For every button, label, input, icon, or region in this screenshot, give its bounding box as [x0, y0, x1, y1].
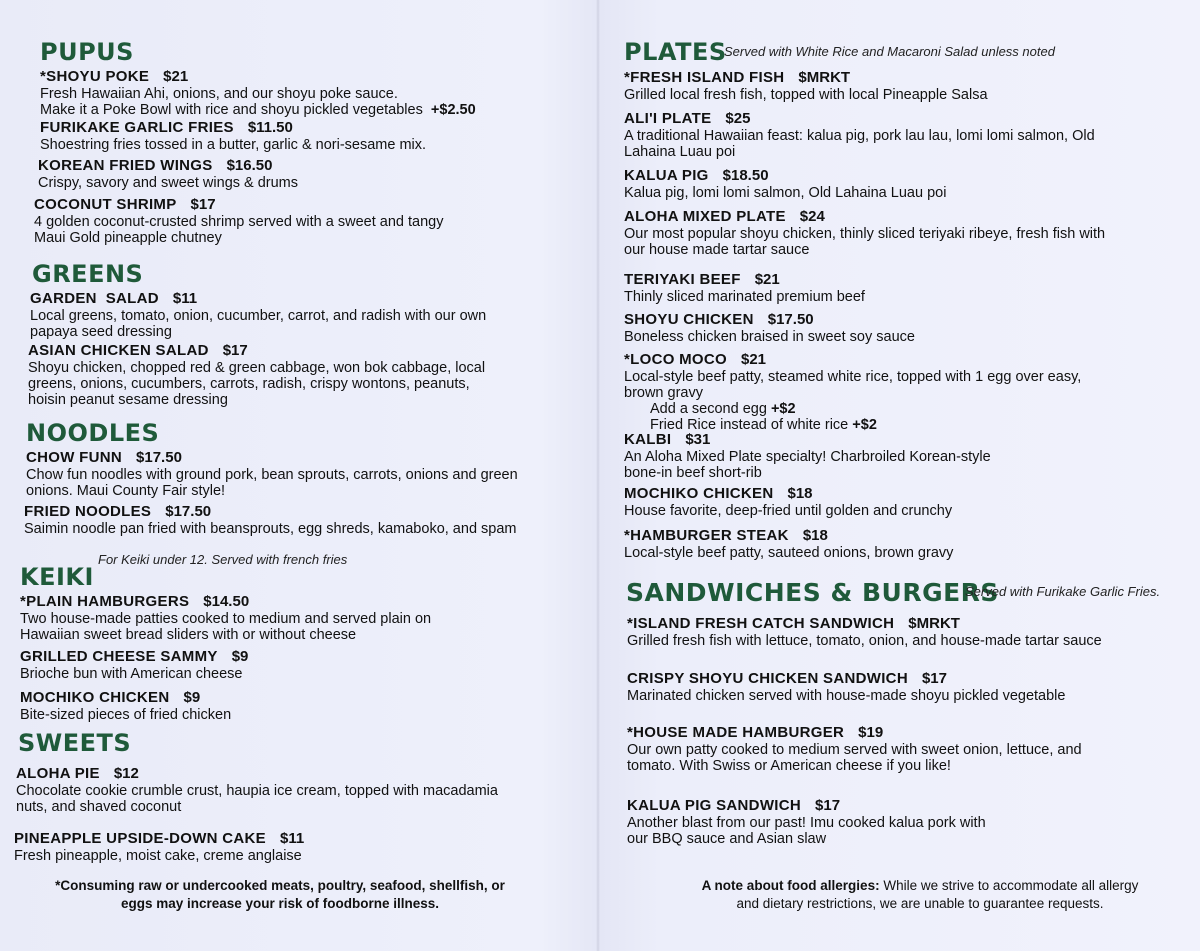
- menu-item-kalua-pig: [624, 167, 946, 201]
- menu-item-plain-hamburgers: [20, 593, 431, 643]
- item-desc: Fresh Hawaiian Ahi, onions, and our shoyu poke sauce.: [40, 86, 398, 102]
- item-price: $17: [222, 342, 248, 359]
- item-name: SHOYU CHICKEN: [624, 311, 754, 328]
- item-desc: Brioche bun with American cheese: [20, 666, 243, 682]
- menu-item-teriyaki-beef: [624, 271, 865, 305]
- item-price: $9: [183, 689, 201, 706]
- item-name: MOCHIKO CHICKEN: [624, 485, 774, 502]
- item-desc: Our most popular shoyu chicken, thinly sliced teriyaki ribeye, fresh fish with: [624, 226, 1106, 242]
- item-desc: Marinated chicken served with house-made shoyu pickled vegetable: [627, 688, 1066, 704]
- item-name: *ISLAND FRESH CATCH SANDWICH: [627, 615, 895, 632]
- section-title-noodles: NOODLES: [26, 419, 160, 447]
- section-title-pupus: PUPUS: [40, 38, 134, 66]
- menu-item-fresh-island-fish: [624, 69, 988, 103]
- item-name: KOREAN FRIED WINGS: [38, 157, 213, 174]
- item-desc-line2: brown gravy: [624, 385, 703, 401]
- item-price: $17.50: [136, 449, 182, 466]
- item-price: $12: [113, 765, 139, 782]
- menu-item-loco-moco: [624, 351, 1081, 433]
- menu-item-mochiko-chicken: [624, 485, 952, 519]
- item-name: KALBI: [624, 431, 672, 448]
- item-desc: Our own patty cooked to medium served with sweet onion, lettuce, and: [627, 742, 1082, 758]
- section-title-plates: PLATES: [624, 38, 727, 66]
- item-name: GARDEN SALAD: [30, 290, 159, 307]
- menu-item-coconut-shrimp: [34, 196, 443, 246]
- item-addon-price: +$2.50: [430, 102, 476, 118]
- item-price: $17.50: [165, 503, 212, 520]
- item-name: FRIED NOODLES: [24, 503, 152, 520]
- item-desc: House favorite, deep-fried until golden and crunchy: [624, 503, 953, 519]
- item-name: CHOW FUNN: [26, 449, 123, 466]
- menu-item-aloha-mixed-plate: [624, 208, 1105, 258]
- item-price: $MRKT: [908, 615, 960, 632]
- plates-note: Served with White Rice and Macaroni Salad unless noted: [724, 44, 1055, 59]
- item-name: *PLAIN HAMBURGERS: [20, 593, 190, 610]
- item-desc: Chocolate cookie crumble crust, haupia ice cream, topped with macadamia: [16, 783, 498, 799]
- item-name: FURIKAKE GARLIC FRIES: [40, 119, 234, 136]
- item-desc: Crispy, savory and sweet wings & drums: [38, 175, 299, 191]
- menu-item-island-fresh-catch-sandwich: [627, 615, 1102, 649]
- item-price: $21: [163, 68, 189, 85]
- item-price: $11.50: [247, 119, 293, 136]
- item-name: ASIAN CHICKEN SALAD: [28, 342, 209, 359]
- item-name: *SHOYU POKE: [40, 68, 150, 85]
- menu-item-keiki-mochiko-chicken: [20, 689, 231, 723]
- item-name: TERIYAKI BEEF: [624, 271, 741, 288]
- item-desc: Grilled local fresh fish, topped with local Pineapple Salsa: [624, 87, 988, 103]
- item-desc: Boneless chicken braised in sweet soy sauce: [624, 329, 915, 345]
- allergy-line2: and dietary restrictions, we are unable to guarantee requests.: [736, 896, 1104, 911]
- raw-food-footnote: [20, 877, 540, 913]
- menu-item-shoyu-chicken: [624, 311, 915, 345]
- item-desc: Shoestring fries tossed in a butter, garlic & nori-sesame mix.: [40, 137, 427, 153]
- menu-item-aloha-pie: [16, 765, 498, 815]
- item-price: $19: [858, 724, 884, 741]
- allergy-text: While we strive to accommodate all allergy: [879, 878, 1139, 893]
- item-desc-line2: Lahaina Luau poi: [624, 144, 736, 160]
- section-title-keiki: KEIKI: [20, 563, 94, 591]
- item-name: KALUA PIG: [624, 167, 709, 184]
- item-desc: Local greens, tomato, onion, cucumber, carrot, and radish with our own: [30, 308, 487, 324]
- sandwiches-note: Served with Furikake Garlic Fries.: [965, 584, 1161, 599]
- item-price: $11: [172, 290, 198, 307]
- item-price: $9: [231, 648, 249, 665]
- menu-item-alii-plate: [624, 110, 1095, 160]
- footnote-line2: eggs may increase your risk of foodborne illness.: [120, 896, 440, 911]
- item-desc-line3: hoisin peanut sesame dressing: [28, 392, 228, 408]
- item-desc: Two house-made patties cooked to medium and served plain on: [20, 611, 432, 627]
- page-fold: [596, 0, 600, 951]
- allergy-label: A note about food allergies:: [701, 878, 880, 893]
- item-desc: A traditional Hawaiian feast: kalua pig, pork lau lau, lomi lomi salmon, Old: [624, 128, 1095, 144]
- item-price: $16.50: [226, 157, 273, 174]
- item-desc-line2: nuts, and shaved coconut: [16, 799, 182, 815]
- addon-second-egg: Add a second egg: [650, 401, 767, 417]
- item-desc: Grilled fresh fish with lettuce, tomato, onion, and house-made tartar sauce: [627, 633, 1102, 649]
- menu-item-grilled-cheese-sammy: [20, 648, 248, 682]
- item-desc-line2: greens, onions, cucumbers, carrots, radish, crispy wontons, peanuts,: [28, 376, 470, 392]
- item-price: $17: [190, 196, 216, 213]
- menu-item-kalua-pig-sandwich: [627, 797, 986, 847]
- item-price: $24: [799, 208, 825, 225]
- menu-item-house-made-hamburger: [627, 724, 1082, 774]
- item-desc-line2: Hawaiian sweet bread sliders with or without cheese: [20, 627, 357, 643]
- item-price: $21: [754, 271, 780, 288]
- item-name: CRISPY SHOYU CHICKEN SANDWICH: [627, 670, 908, 687]
- item-desc: Another blast from our past! Imu cooked kalua pork with: [627, 815, 986, 831]
- item-price: $25: [725, 110, 751, 127]
- menu-item-hamburger-steak: [624, 527, 953, 561]
- menu-item-furikake-garlic-fries: [40, 119, 426, 153]
- item-desc-line2: Maui Gold pineapple chutney: [34, 230, 222, 246]
- item-desc-line2: our BBQ sauce and Asian slaw: [627, 831, 827, 847]
- item-desc: Thinly sliced marinated premium beef: [624, 289, 865, 305]
- item-price: $17: [815, 797, 841, 814]
- item-desc-line2: bone-in beef short-rib: [624, 465, 762, 481]
- menu-item-chow-funn: [26, 449, 518, 499]
- item-price: $14.50: [203, 593, 250, 610]
- item-name: KALUA PIG SANDWICH: [627, 797, 802, 814]
- item-price: $21: [741, 351, 767, 368]
- menu-item-asian-chicken-salad: [28, 342, 485, 408]
- item-price: $17.50: [767, 311, 814, 328]
- item-name: COCONUT SHRIMP: [34, 196, 177, 213]
- item-desc: Bite-sized pieces of fried chicken: [20, 707, 232, 723]
- item-desc: Saimin noodle pan fried with beansprouts, egg shreds, kamaboko, and spam: [24, 521, 517, 537]
- item-price: $MRKT: [798, 69, 851, 86]
- item-desc: Kalua pig, lomi lomi salmon, Old Lahaina Luau poi: [624, 185, 947, 201]
- item-name: PINEAPPLE UPSIDE-DOWN CAKE: [14, 830, 266, 847]
- item-name: ALOHA MIXED PLATE: [624, 208, 786, 225]
- menu-item-fried-noodles: [24, 503, 517, 537]
- item-name: GRILLED CHEESE SAMMY: [20, 648, 218, 665]
- item-desc-line2: onions. Maui County Fair style!: [26, 483, 226, 499]
- item-name: *LOCO MOCO: [624, 351, 727, 368]
- menu-item-kalbi: [624, 431, 991, 481]
- item-desc: Shoyu chicken, chopped red & green cabbage, won bok cabbage, local: [28, 360, 486, 376]
- item-price: $31: [685, 431, 711, 448]
- item-desc: Fresh pineapple, moist cake, creme anglaise: [14, 848, 302, 864]
- item-price: $11: [280, 830, 305, 847]
- menu-item-garden-salad: [30, 290, 486, 340]
- item-price: $18.50: [722, 167, 769, 184]
- item-desc-line2: papaya seed dressing: [30, 324, 172, 340]
- item-desc-line2: our house made tartar sauce: [624, 242, 810, 258]
- menu-item-crispy-shoyu-chicken-sandwich: [627, 670, 1065, 704]
- section-title-greens: GREENS: [32, 260, 144, 288]
- item-desc-line2: tomato. With Swiss or American cheese if you like!: [627, 758, 951, 774]
- item-name: ALOHA PIE: [16, 765, 100, 782]
- item-desc-line2: Make it a Poke Bowl with rice and shoyu pickled vegetables: [40, 102, 423, 118]
- addon-fried-rice: Fried Rice instead of white rice: [650, 417, 849, 433]
- keiki-note: For Keiki under 12. Served with french fries: [98, 552, 348, 567]
- item-desc: Local-style beef patty, steamed white rice, topped with 1 egg over easy,: [624, 369, 1082, 385]
- menu-item-pineapple-upside-down-cake: [14, 830, 304, 864]
- section-title-sweets: SWEETS: [18, 729, 132, 757]
- section-title-sandwiches: SANDWICHES & BURGERS: [626, 578, 999, 607]
- item-desc: 4 golden coconut-crusted shrimp served with a sweet and tangy: [34, 214, 444, 230]
- menu-item-korean-fried-wings: [38, 157, 298, 191]
- item-name: *HOUSE MADE HAMBURGER: [627, 724, 845, 741]
- menu-item-shoyu-poke: [40, 68, 476, 118]
- item-desc: An Aloha Mixed Plate specialty! Charbroiled Korean-style: [624, 449, 991, 465]
- addon-second-egg-price: +$2: [770, 401, 796, 417]
- item-name: MOCHIKO CHICKEN: [20, 689, 170, 706]
- allergy-note: [650, 877, 1190, 913]
- addon-fried-rice-price: +$2: [852, 417, 877, 433]
- item-desc: Local-style beef patty, sauteed onions, brown gravy: [624, 545, 954, 561]
- item-name: ALI'I PLATE: [624, 110, 712, 127]
- item-name: *HAMBURGER STEAK: [624, 527, 789, 544]
- item-price: $17: [921, 670, 947, 687]
- item-name: *FRESH ISLAND FISH: [624, 69, 785, 86]
- footnote-line1: *Consuming raw or undercooked meats, poultry, seafood, shellfish, or: [55, 878, 505, 893]
- item-price: $18: [802, 527, 828, 544]
- item-price: $18: [787, 485, 813, 502]
- item-desc: Chow fun noodles with ground pork, bean sprouts, carrots, onions and green: [26, 467, 518, 483]
